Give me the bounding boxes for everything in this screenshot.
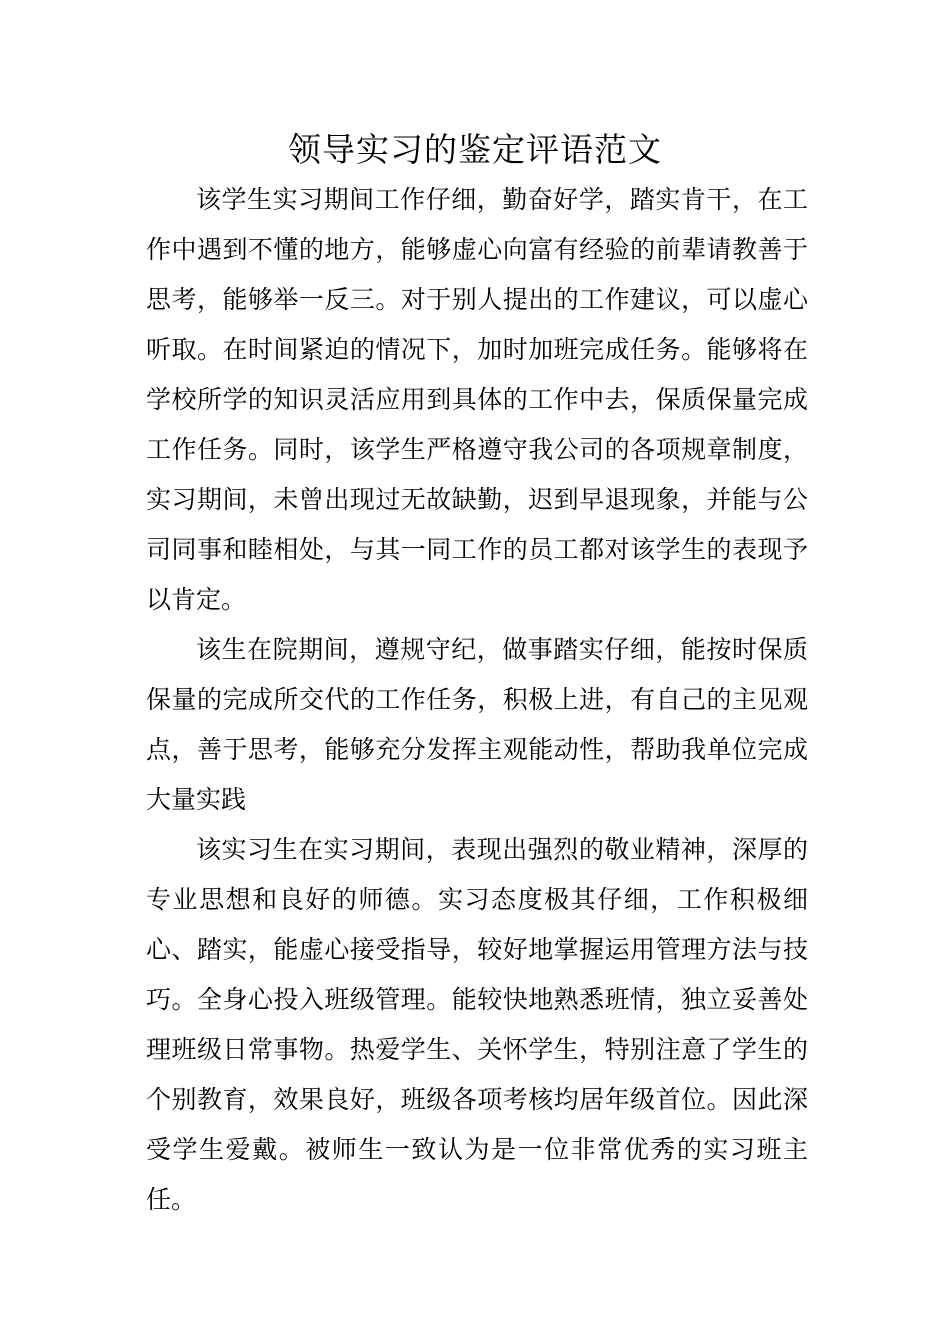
paragraph-2: 该生在院期间，遵规守纪，做事踏实仔细，能按时保质保量的完成所交代的工作任务，积极上进，有自己的主见观点，善于思考，能够充分发挥主观能动性，帮助我单位完成大量实践 (146, 635, 808, 814)
paragraph-3: 该实习生在实习期间，表现出强烈的敬业精神，深厚的专业思想和良好的师德。实习态度极其仔细，工作积极细心、踏实，能虚心接受指导，较好地掌握运用管理方法与技巧。全身心投入班级管理。能较快地熟悉班情，独立妥善处理班级日常事物。热爱学生、关怀学生，特别注意了学生的个别教育，效果良好，班级各项考核均居年级首位。因此深受学生爱戴。被师生一致认为是一位非常优秀的实习班主任。 (146, 835, 808, 1214)
document-title: 领导实习的鉴定评语范文 (288, 130, 662, 169)
paragraph-1: 该学生实习期间工作仔细，勤奋好学，踏实肯干，在工作中遇到不懂的地方，能够虚心向富有经验的前辈请教善于思考，能够举一反三。对于别人提出的工作建议，可以虚心听取。在时间紧迫的情况下，加时加班完成任务。能够将在学校所学的知识灵活应用到具体的工作中去，保质保量完成工作任务。同时，该学生严格遵守我公司的各项规章制度，实习期间，未曾出现过无故缺勤，迟到早退现象，并能与公司同事和睦相处，与其一同工作的员工都对该学生的表现予以肯定。 (146, 185, 808, 614)
document-body (146, 175, 808, 1225)
